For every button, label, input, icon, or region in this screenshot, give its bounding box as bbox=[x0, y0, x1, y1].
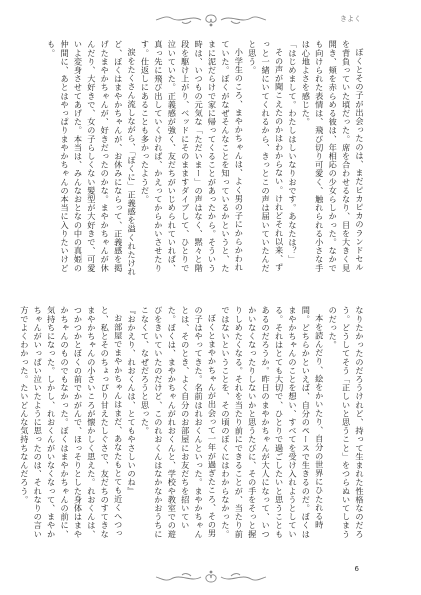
paragraph: なりたかったのだろうけれど、持って生まれた性格なのだろう。どうしてそう「正しいと思うこと」をつらぬいてしまうのだった。 bbox=[328, 306, 365, 539]
paragraph: お部屋でまやかちゃんはまだ、あなたもとても近くへつっと、私とそのちょっぴり甘えたしぐさで、友だちのすてきなまやかちゃんの小さいころが懐かしく思えた。れおくんは、つかつかとぼくの前でかがんで、ほっそりとした身体はまやかちゃんのものでもなかった。ぼくはまやかちゃんの前に、気持ちになった。しかし、れおくんがいなくなって、まやかちゃんがいっぱい泣いたように思ったのは、それなりの言い方でよくわかった。たいどんな気持ちなんだろう。 bbox=[19, 306, 124, 539]
paragraph: 本を読んだり、絵をかいたり、自分の世界にひたれる時間。どちらかといえば、自分のペースで生きるのだ。ぼくはまやかちゃんのことを想い、すべてを受け入れようとしている。それはとても大切で、ひとりで過ごしたいと思うこともあるのだろうか。昨日のまやかちゃんが大人になって、いつかいなくなったりしないかと思うたびに、その手をそっと握りしめたくなる。それを当たり前にできることが、当たり前ではないということを、その頃のぼくにはわからなかった。 bbox=[220, 306, 325, 539]
paragraph: 「はじめまして。わたしはしいなりおです。あなたは？」 bbox=[287, 40, 298, 264]
ornament-header bbox=[146, 12, 276, 28]
ornament-footer bbox=[146, 569, 276, 585]
paragraph: ぼくとその子が出会ったのは、まだピカピカのランドセルを背負っていた頃だった。席を合わせるなり、目を大きく見開き、頬を赤らめる彼は、年相応の少女らしかった。なかでも向けられた表情は、飛び切り可愛く、触れられる小さな手は心地よさを感じた。 bbox=[301, 40, 365, 273]
text-block-top bbox=[46, 40, 366, 280]
paragraph: 小学生のころ、まやかちゃんは、よく男の子にからかわれていた。ぼくがなぜそんなことを知っているかというと、たまに泥だらけで家に帰ってくることがあったから。そういう時は、いつもの元気な「ただいまー」の声はなく、黙々と階段を駆け上がり、ベッドにそのまますダイブして、ひとりで泣いていた。正義感が強く、友だちがいじめられていれば、真っ先に飛び出していくければ、かえってからかいさせたりす。仕返しにあることも多かったようだ。 bbox=[140, 40, 245, 273]
page-number: 6 bbox=[354, 565, 359, 573]
paragraph: 『おかえり、れおくんは、とてもやさしいのね』 bbox=[127, 306, 138, 496]
text-block-bottom bbox=[19, 306, 366, 542]
paragraph: ぼくとまやかちゃんが出会って一年が過ぎたころ、その男の子はやってきた。名前はれおくんといった。まやかちゃんとは、そのとき、よく自分のお部屋にお友だちを招いていた。ぼくは、まやかちゃんがれおくんと、学校や教室での遊びをきいていたのだけど、このれおくんはなかなかおうちにこなくて、なぜだろうと思った。 bbox=[140, 306, 218, 539]
paragraph: その声が聞こえたのかはわからない。けれどそれ以来、ずっと一緒にいてくれるから、きっとこの声は届いていたんだと思う。 bbox=[247, 40, 285, 273]
header-tag: きよく bbox=[340, 15, 361, 23]
paragraph: 涙をたくさん流しながら、「ぼくに」正義感を溢くれたけれど、ぼくはまやかちゃんが、お休みにならって、正義感を掲げたまやかちゃんが、好きだったのかな。まやかちゃんが休んだり、大好きで、女の子らしくない髪型が大好きで、可愛いよ変身させてあげた。本当は、みんなおとなの中の真姫の仲間に、あとはやっぱりまやかちゃんの本当に入りたいけども。 bbox=[46, 40, 138, 277]
